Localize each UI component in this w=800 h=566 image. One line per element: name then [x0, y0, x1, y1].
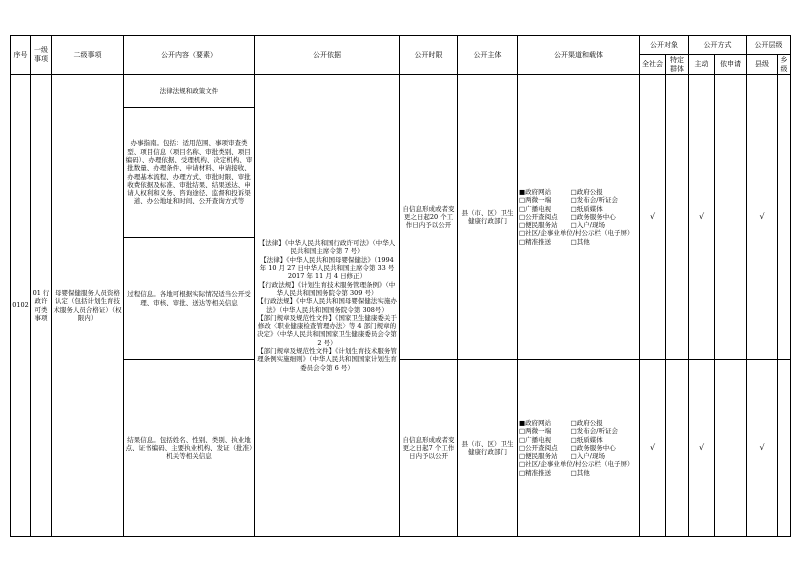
- channel-line: □精准推送 □其他: [519, 237, 590, 246]
- check-target-all-1: √: [640, 75, 666, 360]
- disclosure-table: [10, 35, 791, 537]
- header-timing: 公开时限: [400, 36, 458, 75]
- header-method: 公开方式: [689, 36, 747, 55]
- timing-1: 自信息形成或者变更之日起20 个工作日内予以公开: [400, 75, 458, 360]
- header-target: 公开对象: [640, 36, 689, 55]
- basis-item: 【行政法规】《计划生育技术服务管理条例》（中华人民共和国国务院令第 309 号）: [258, 280, 396, 297]
- channel-line: □社区/企事业单位/村公示栏（电子屏）: [519, 460, 634, 469]
- header-content: 公开内容（要素）: [124, 36, 255, 75]
- empty-method-request-2: [715, 360, 747, 537]
- channel-line: □广播电视 □纸质媒体: [519, 204, 603, 213]
- channel-line: □社区/企事业单位/村公示栏（电子屏）: [519, 229, 634, 238]
- channel-line: □两微一端 □发布会/听证会: [519, 427, 618, 436]
- header-subject: 公开主体: [458, 36, 518, 75]
- timing-2: 自信息形成或者变更之日起7 个工作日内予以公开: [400, 360, 458, 537]
- basis-item: 【法律】《中华人民共和国母婴保健法》（1994 年 10 月 27 日中华人民共和国主席令第 33 号 2017 年 11 月 4 日修正）: [259, 255, 395, 281]
- content-policy: 法律法规和政策文件: [124, 75, 255, 108]
- header-level2: 二级事项: [52, 36, 124, 75]
- check-method-active-1: √: [689, 75, 715, 360]
- channel-cell-2: [518, 360, 640, 537]
- channel-line: □公开查阅点 □政务服务中心: [519, 443, 616, 452]
- basis-item: 【行政法规】《中华人民共和国母婴保健法实施办法》（中华人民共和国国务院令第 308号）: [257, 297, 397, 314]
- channel-line: □两微一端 □发布会/听证会: [519, 196, 618, 205]
- check-level-county-2: √: [747, 360, 778, 537]
- header-level1: 一级事项: [31, 36, 52, 75]
- basis-item: 【部门规章及规范性文件】《国家卫生健康委关于修改〈职业健康检查管理办法〉等 4 部门规章的决定》（中华人民共和国国家卫生健康委员会令第 2 号）: [257, 313, 397, 347]
- basis-item: 【法律】《中华人民共和国行政许可法》（中华人民共和国主席令第 7 号）: [258, 239, 396, 256]
- header-level-township: 乡级: [778, 55, 791, 75]
- check-target-all-2: √: [640, 360, 666, 537]
- header-method-active: 主动: [689, 55, 715, 75]
- empty-method-request-1: [715, 75, 747, 360]
- row-level1: 01 行政许可类事项: [31, 75, 52, 537]
- header-level-county: 县级: [747, 55, 778, 75]
- check-level-county-1: √: [747, 75, 778, 360]
- channel-line: ■政府网站 □政府公报: [519, 418, 603, 427]
- channel-line: □便民服务站 □入户/现场: [519, 221, 605, 230]
- header-channel: 公开渠道和载体: [518, 36, 640, 75]
- empty-level-township-1: [778, 75, 791, 360]
- header-method-request: 依申请: [715, 55, 747, 75]
- channel-cell-1: [518, 75, 640, 360]
- channel-line: □公开查阅点 □政务服务中心: [519, 212, 616, 221]
- subject-1: 县（市、区）卫生健康行政部门: [458, 75, 518, 360]
- basis-item: 【部门规章及规范性文件】《计划生育技术服务管理条例实施细则》（中华人民共和国国家计划生育委员会令第 6 号）: [257, 347, 397, 372]
- channel-line: ■政府网站 □政府公报: [519, 187, 603, 196]
- channel-line: □广播电视 □纸质媒体: [519, 435, 603, 444]
- header-seq: 序号: [11, 36, 31, 75]
- subject-2: 县（市、区）卫生健康行政部门: [458, 360, 518, 537]
- header-basis: 公开依据: [255, 36, 400, 75]
- empty-target-specific-2: [666, 360, 689, 537]
- check-method-active-2: √: [689, 360, 715, 537]
- header-target-all: 全社会: [640, 55, 666, 75]
- content-guide: 办事指南。包括：适用范围、事项审查类型、项目信息（项目名称、审批类别、项目编码）、办理依据、受理机构、决定机构、审批数量、办理条件、申请材料、申请接收、办理基本流程、办理方式、审批时限、审批收费依据及标准、审批结果、结果送达、申请人权利和义务、咨询途径、监督和投诉渠道、办公地址和时间、公开查询方式等: [124, 108, 255, 238]
- basis-cell: [255, 75, 400, 537]
- content-process: 过程信息。各地可根据实际情况适当公开受理、审核、审批、送达等相关信息: [124, 238, 255, 360]
- header-level: 公开层级: [747, 36, 791, 55]
- header-target-specific: 特定群体: [666, 55, 689, 75]
- empty-level-township-2: [778, 360, 791, 537]
- empty-target-specific-1: [666, 75, 689, 360]
- content-result: 结果信息。包括姓名、性别、类别、执业地点、证书编码、主要执业机构、发证（批准）机关等相关信息: [124, 360, 255, 537]
- channel-line: □便民服务站 □入户/现场: [519, 452, 605, 461]
- row-seq: 0102: [11, 75, 31, 537]
- channel-line: □精准推送 □其他: [519, 468, 590, 477]
- row-level2: 母婴保健服务人员资格认定（包括计划生育技术服务人员合格证）（权限内）: [52, 75, 124, 537]
